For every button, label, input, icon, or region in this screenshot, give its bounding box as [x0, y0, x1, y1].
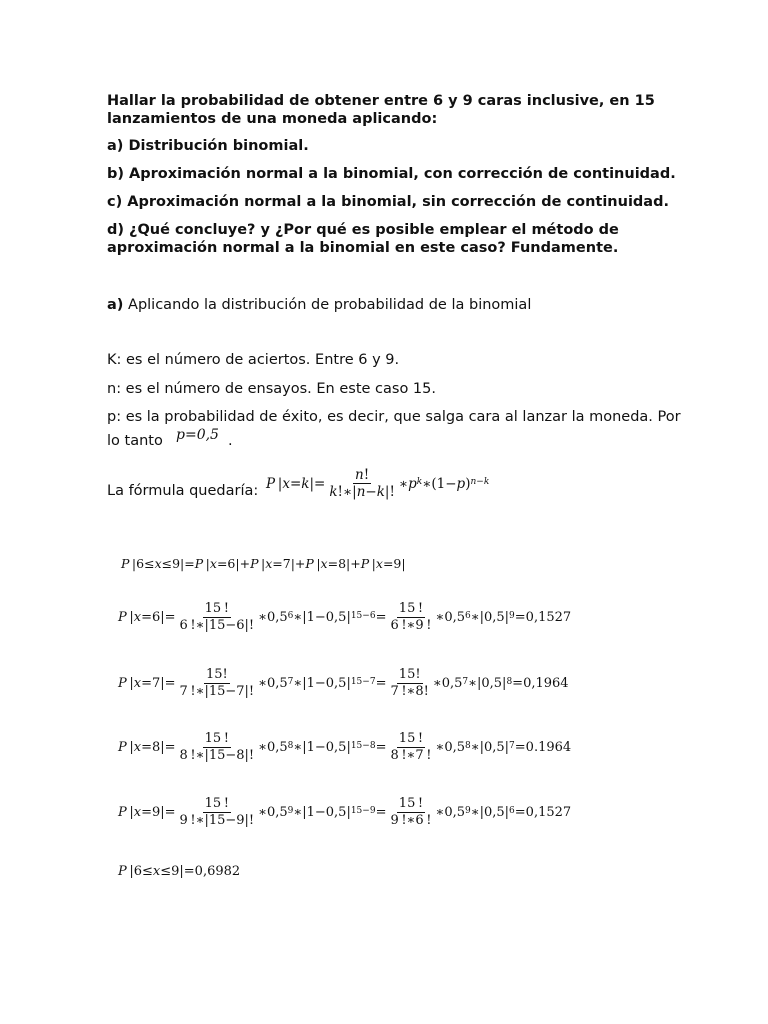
question-a: a) Distribución binomial. [107, 138, 309, 154]
equation-x8: P | x =8|= $\frac{15 !}{8 !∗|15-8|!}$ ∗0,5 $^8$ ∗|1−0,5| $^{15-8}$ = $\frac{15 !}{8 !∗7 !}$ ∗0,5 $^8$ ∗|0,5| $^7$ = 0.1964 [118, 731, 572, 763]
total-result: 0,6982 [194, 864, 241, 879]
binomial-formula: P | x = k |= $\frac{n!}{k!∗|n-k|!}$ ∗ p $^k$ ∗(1− p ) $^{n -k}$ [266, 467, 490, 500]
answer-a-text: Aplicando la distribución de probabilidad de la binomial [123, 297, 532, 313]
problem-statement-line1: Hallar la probabilidad de obtener entre 6 y 9 caras inclusive, en 15 [107, 93, 655, 109]
question-d-line2: aproximación normal a la binomial en este caso? Fundamente. [107, 240, 619, 256]
problem-statement-line2: lanzamientos de una moneda aplicando: [107, 111, 438, 127]
question-d-line1: d) ¿Qué concluye? y ¿Por qué es posible emplear el método de [107, 222, 619, 238]
p-definition-line1: p: es la probabilidad de éxito, es decir, que salga cara al lanzar la moneda. Por [107, 409, 681, 425]
formula-label: La fórmula quedaría: [107, 483, 259, 499]
question-c: c) Aproximación normal a la binomial, sin corrección de continuidad. [107, 194, 669, 210]
equation-x6: P | x =6|= $\frac{15 !}{6 !∗|15-6|!}$ ∗0,5 $^6$ ∗|1−0,5| $^{15-6}$ = $\frac{15 !}{6 !∗9 !}$ ∗0,5 $^6$ ∗|0,5| $^9$ = 0,1527 [118, 601, 572, 633]
k-definition: K: es el número de aciertos. Entre 6 y 9. [107, 352, 400, 368]
p-definition-line2: lo tanto [107, 433, 163, 449]
equation-x9: P | x =9|= $\frac{15 !}{9 !∗|15-9|!}$ ∗0,5 $^9$ ∗|1−0,5| $^{15-9}$ = $\frac{15 !}{9 !∗6 !}$ ∗0,5 $^9$ ∗|0,5| $^6$ = 0,1527 [118, 796, 572, 828]
result-x6: 0,1527 [525, 610, 572, 625]
p-value: p=0,5 [176, 427, 219, 443]
sum-equation: P |6≤ x ≤9|= P | x =6|+ P | x =7|+ P | x =8|+ P | x =9| [121, 556, 406, 571]
result-x7: 0,1964 [523, 676, 569, 691]
p-value-dot: . [228, 433, 233, 449]
equation-x7: P | x =7|= $\frac{15!}{7 !∗|15-7|!}$ ∗0,5 $^7$ ∗|1−0,5| $^{15-7}$ = $\frac{15!}{7 !∗8!}$ ∗0,5 $^7$ ∗|0,5| $^8$ = 0,1964 [118, 667, 569, 699]
total-probability: P |6≤ x ≤9|= 0,6982 [118, 864, 241, 879]
question-b: b) Aproximación normal a la binomial, con corrección de continuidad. [107, 166, 676, 182]
result-x9: 0,1527 [525, 805, 572, 820]
answer-a-label: a) [107, 297, 124, 313]
n-definition: n: es el número de ensayos. En este caso 15. [107, 381, 436, 397]
answer-a-heading [107, 296, 531, 314]
result-x8: 0.1964 [525, 740, 572, 755]
